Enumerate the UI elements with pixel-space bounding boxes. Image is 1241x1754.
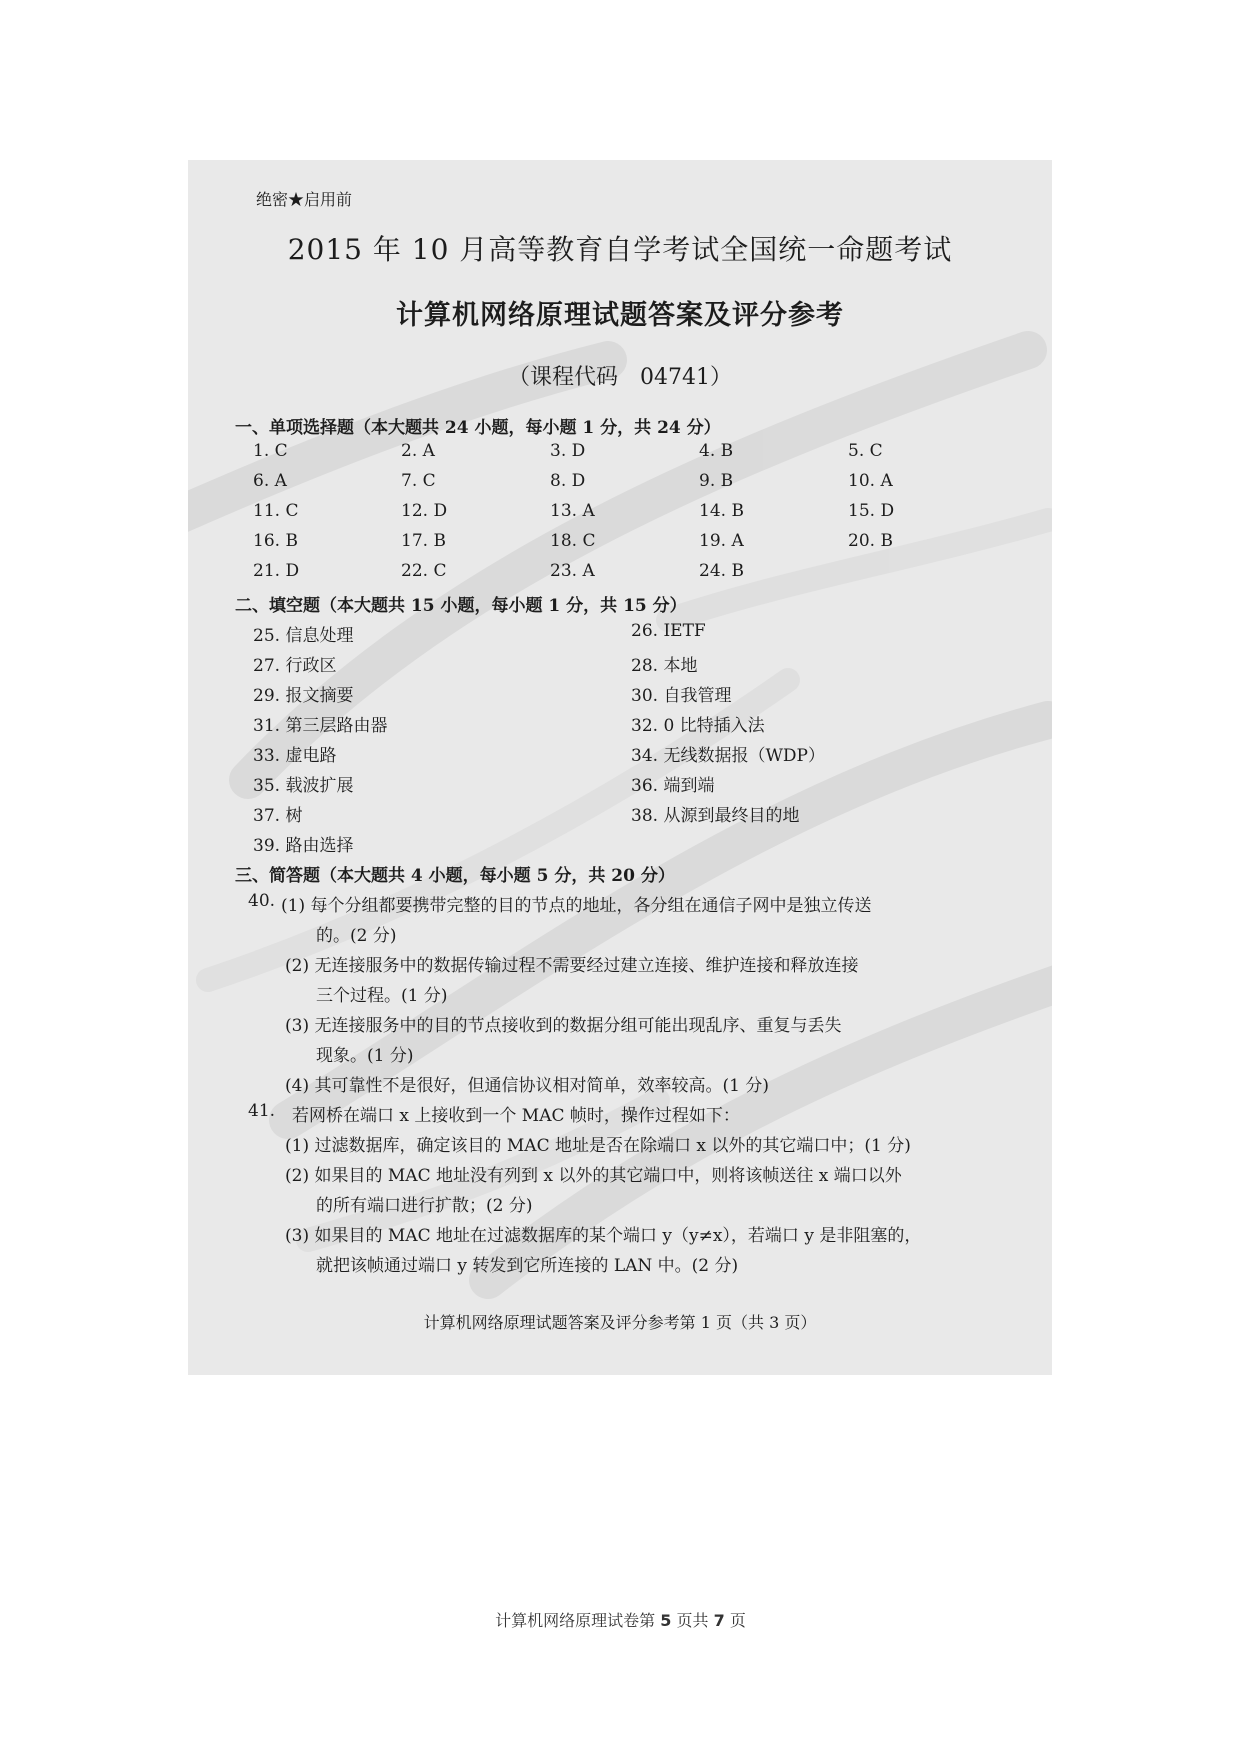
footer-current-page: 5 <box>660 1611 672 1630</box>
answer-item: 3. D <box>550 441 586 461</box>
answer-item: 17. B <box>401 531 446 551</box>
answer-line: (3) 无连接服务中的目的节点接收到的数据分组可能出现乱序、重复与丢失 <box>285 1016 842 1036</box>
answer-item: 8. D <box>550 471 586 491</box>
confidential-label: 绝密★启用前 <box>256 190 353 209</box>
answer-item: 24. B <box>699 561 744 581</box>
answer-line: (3) 如果目的 MAC 地址在过滤数据库的某个端口 y（y≠x），若端口 y 是非阻塞的， <box>285 1226 922 1246</box>
answer-item: 10. A <box>848 471 893 491</box>
answer-item: 36. 端到端 <box>631 776 715 796</box>
answer-line: (2) 无连接服务中的数据传输过程不需要经过建立连接、维护连接和释放连接 <box>285 956 859 976</box>
answer-item: 12. D <box>401 501 448 521</box>
answer-line: 的所有端口进行扩散；(2 分) <box>316 1196 533 1216</box>
page-footer <box>0 1608 1241 1631</box>
answer-item: 23. A <box>550 561 595 581</box>
course-code: （课程代码 04741） <box>508 365 732 390</box>
answer-item: 38. 从源到最终目的地 <box>631 806 800 826</box>
answer-line: (2) 如果目的 MAC 地址没有列到 x 以外的其它端口中，则将该帧送往 x 端口以外 <box>285 1166 902 1186</box>
answer-item: 7. C <box>401 471 436 491</box>
footer-total-pages: 7 <box>713 1611 725 1630</box>
answer-item: 29. 报文摘要 <box>253 686 354 706</box>
footer-suffix: 页 <box>729 1611 746 1630</box>
scanned-answer-sheet <box>188 160 1052 1375</box>
answer-item: 26. IETF <box>631 621 706 641</box>
footer-prefix: 计算机网络原理试卷第 <box>495 1611 656 1630</box>
answer-item: 21. D <box>253 561 300 581</box>
section2-heading: 二、填空题（本大题共 15 小题，每小题 1 分，共 15 分） <box>235 596 687 616</box>
answer-item: 31. 第三层路由器 <box>253 716 388 736</box>
answer-item: 32. 0 比特插入法 <box>631 716 765 736</box>
answer-item: 35. 载波扩展 <box>253 776 354 796</box>
answer-line: 三个过程。(1 分) <box>316 986 448 1006</box>
scan-page-footer: 计算机网络原理试题答案及评分参考第 1 页（共 3 页） <box>423 1313 817 1332</box>
answer-item: 22. C <box>401 561 447 581</box>
answer-item: 13. A <box>550 501 595 521</box>
answer-item: 14. B <box>699 501 744 521</box>
answer-item: 15. D <box>848 501 895 521</box>
question-number: 41. <box>248 1101 276 1121</box>
answer-line: (4) 其可靠性不是很好，但通信协议相对简单，效率较高。(1 分) <box>285 1076 769 1096</box>
answer-line: 就把该帧通过端口 y 转发到它所连接的 LAN 中。(2 分) <box>316 1256 739 1276</box>
answer-item: 18. C <box>550 531 596 551</box>
answer-item: 20. B <box>848 531 893 551</box>
answer-item: 34. 无线数据报（WDP） <box>631 746 825 766</box>
section1-heading: 一、单项选择题（本大题共 24 小题，每小题 1 分，共 24 分） <box>235 418 721 438</box>
answer-line: (1) 过滤数据库，确定该目的 MAC 地址是否在除端口 x 以外的其它端口中；(1 分) <box>285 1136 911 1156</box>
answer-item: 1. C <box>253 441 288 461</box>
answer-item: 37. 树 <box>253 806 303 826</box>
answer-item: 4. B <box>699 441 734 461</box>
answer-item: 9. B <box>699 471 734 491</box>
answer-item: 39. 路由选择 <box>253 836 354 856</box>
answer-item: 16. B <box>253 531 298 551</box>
answer-item: 27. 行政区 <box>253 656 337 676</box>
answer-item: 5. C <box>848 441 883 461</box>
footer-middle: 页共 <box>676 1611 709 1630</box>
answer-item: 11. C <box>253 501 299 521</box>
answer-item: 6. A <box>253 471 287 491</box>
answer-line: 的。(2 分) <box>316 926 397 946</box>
question-number: 40. <box>248 891 276 911</box>
answer-item: 2. A <box>401 441 435 461</box>
section3-heading: 三、简答题（本大题共 4 小题，每小题 5 分，共 20 分） <box>235 866 675 886</box>
answer-line: (1) 每个分组都要携带完整的目的节点的地址，各分组在通信子网中是独立传送 <box>281 896 872 916</box>
answer-key-title: 计算机网络原理试题答案及评分参考 <box>396 300 844 331</box>
answer-item: 19. A <box>699 531 744 551</box>
answer-line: 现象。(1 分) <box>316 1046 414 1066</box>
answer-item: 25. 信息处理 <box>253 626 354 646</box>
answer-line: 若网桥在端口 x 上接收到一个 MAC 帧时，操作过程如下： <box>292 1106 740 1126</box>
answer-item: 28. 本地 <box>631 656 698 676</box>
answer-item: 30. 自我管理 <box>631 686 732 706</box>
exam-title: 2015 年 10 月高等教育自学考试全国统一命题考试 <box>287 233 953 266</box>
answer-item: 33. 虚电路 <box>253 746 337 766</box>
